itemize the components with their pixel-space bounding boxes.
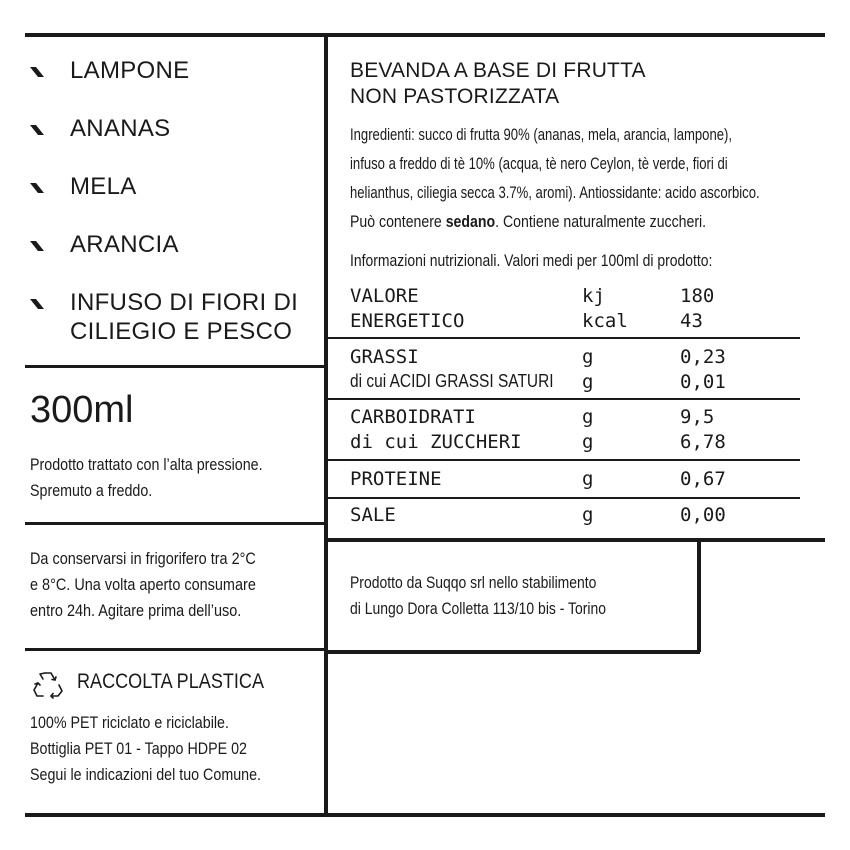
list-item xyxy=(30,172,320,230)
table-divider xyxy=(326,337,800,339)
arrow-bullet-icon xyxy=(30,241,44,251)
table-divider xyxy=(326,497,800,499)
recycling-note xyxy=(30,710,305,788)
arrow-bullet-icon xyxy=(30,299,44,309)
list-item-label xyxy=(70,288,298,346)
producer-line-2: di Lungo Dora Colletta 113/10 bis - Torino xyxy=(350,599,606,618)
table-divider xyxy=(326,398,800,400)
process-note xyxy=(30,452,307,504)
producer-line-1: Prodotto da Suqqo srl nello stabilimento xyxy=(350,573,597,592)
top-border xyxy=(25,33,825,37)
recycling-line-1: 100% PET riciclato e riciclabile. xyxy=(30,713,229,732)
arrow-bullet-icon xyxy=(30,67,44,77)
product-title-line-2: NON PASTORIZZATA xyxy=(350,85,560,108)
salt-label: SALE xyxy=(350,504,396,526)
table-divider xyxy=(326,459,800,461)
protein-unit: g xyxy=(582,468,594,490)
ingredients-line-4c: . Contiene naturalmente zuccheri. xyxy=(495,212,707,231)
recycling-line-3: Segui le indicazioni del tuo Comune. xyxy=(30,765,262,784)
ingredients-line-3: helianthus, ciliegia secca 3.7%, aromi). Antiossidante: acido ascorbico. xyxy=(350,183,760,202)
storage-note xyxy=(30,546,296,624)
protein-value: 0,67 xyxy=(680,468,726,490)
fruit-list xyxy=(30,56,320,346)
recycling-line-2: Bottiglia PET 01 - Tappo HDPE 02 xyxy=(30,739,247,758)
saturated-fat-prefix: di cui xyxy=(350,371,390,391)
saturated-fat-value: 0,01 xyxy=(680,371,726,393)
carbs-unit: g xyxy=(582,406,594,428)
list-item xyxy=(30,230,320,288)
sugars-value: 6,78 xyxy=(680,431,726,453)
list-item-label-line1: INFUSO DI FIORI DI xyxy=(70,289,299,316)
ingredients-line-4a: Può contenere xyxy=(350,212,446,231)
ingredients-line-4 xyxy=(350,207,706,236)
fat-label: GRASSI xyxy=(350,346,419,368)
saturated-fat-unit: g xyxy=(582,371,594,393)
list-item-label: ANANAS xyxy=(70,115,171,142)
recycling-title-text: RACCOLTA PLASTICA xyxy=(77,670,265,693)
volume: 300ml xyxy=(30,389,134,431)
recycling-title xyxy=(77,668,294,696)
energy-value-kcal: 43 xyxy=(680,310,703,332)
product-title xyxy=(350,58,646,110)
list-item xyxy=(30,56,320,114)
fat-value: 0,23 xyxy=(680,346,726,368)
nutrition-intro xyxy=(350,248,792,274)
product-title-line-1: BEVANDA A BASE DI FRUTTA xyxy=(350,59,646,82)
bottom-border xyxy=(25,813,825,817)
center-divider xyxy=(324,33,328,817)
list-item-label: MELA xyxy=(70,173,137,200)
salt-unit: g xyxy=(582,504,594,526)
recycle-icon xyxy=(32,669,64,699)
sugars-unit: g xyxy=(582,431,594,453)
list-item-label-line2: CILIEGIO E PESCO xyxy=(70,318,293,345)
allergen-text: sedano xyxy=(445,212,496,231)
sugars-label: di cui ZUCCHERI xyxy=(350,431,522,453)
nutrition-intro-text: Informazioni nutrizionali. Valori medi per 100ml di prodotto: xyxy=(350,251,713,270)
energy-label-1: VALORE xyxy=(350,285,419,307)
process-line-1: Prodotto trattato con l’alta pressione. xyxy=(30,455,263,474)
salt-value: 0,00 xyxy=(680,504,726,526)
arrow-bullet-icon xyxy=(30,125,44,135)
saturated-fat-name: ACIDI GRASSI SATURI xyxy=(389,371,554,391)
list-item xyxy=(30,288,320,346)
storage-line-3: entro 24h. Agitare prima dell’uso. xyxy=(30,601,242,620)
right-divider-1 xyxy=(326,538,825,542)
protein-label: PROTEINE xyxy=(350,468,442,490)
right-vertical-divider xyxy=(697,540,701,652)
energy-unit-kcal: kcal xyxy=(582,310,628,332)
right-divider-2 xyxy=(326,650,700,654)
ingredients-line-2: infuso a freddo di tè 10% (acqua, tè nero Ceylon, tè verde, fiori di xyxy=(350,154,728,173)
carbs-value: 9,5 xyxy=(680,406,715,428)
ingredients-text xyxy=(350,120,850,236)
energy-label-2: ENERGETICO xyxy=(350,310,465,332)
storage-line-2: e 8°C. Una volta aperto consumare xyxy=(30,575,256,594)
list-item xyxy=(30,114,320,172)
carbs-label: CARBOIDRATI xyxy=(350,406,476,428)
energy-unit-kj: kj xyxy=(582,285,605,307)
left-divider-2 xyxy=(25,522,326,525)
fat-unit: g xyxy=(582,346,594,368)
producer-note xyxy=(350,570,662,622)
saturated-fat-label xyxy=(350,370,587,393)
process-line-2: Spremuto a freddo. xyxy=(30,481,153,500)
list-item-label: ARANCIA xyxy=(70,231,179,258)
storage-line-1: Da conservarsi in frigorifero tra 2°C xyxy=(30,549,256,568)
left-divider-3 xyxy=(25,648,326,651)
list-item-label: LAMPONE xyxy=(70,57,190,84)
left-divider-1 xyxy=(25,365,326,368)
energy-value-kj: 180 xyxy=(680,285,715,307)
ingredients-line-1: Ingredienti: succo di frutta 90% (ananas, mela, arancia, lampone), xyxy=(350,125,733,144)
arrow-bullet-icon xyxy=(30,183,44,193)
